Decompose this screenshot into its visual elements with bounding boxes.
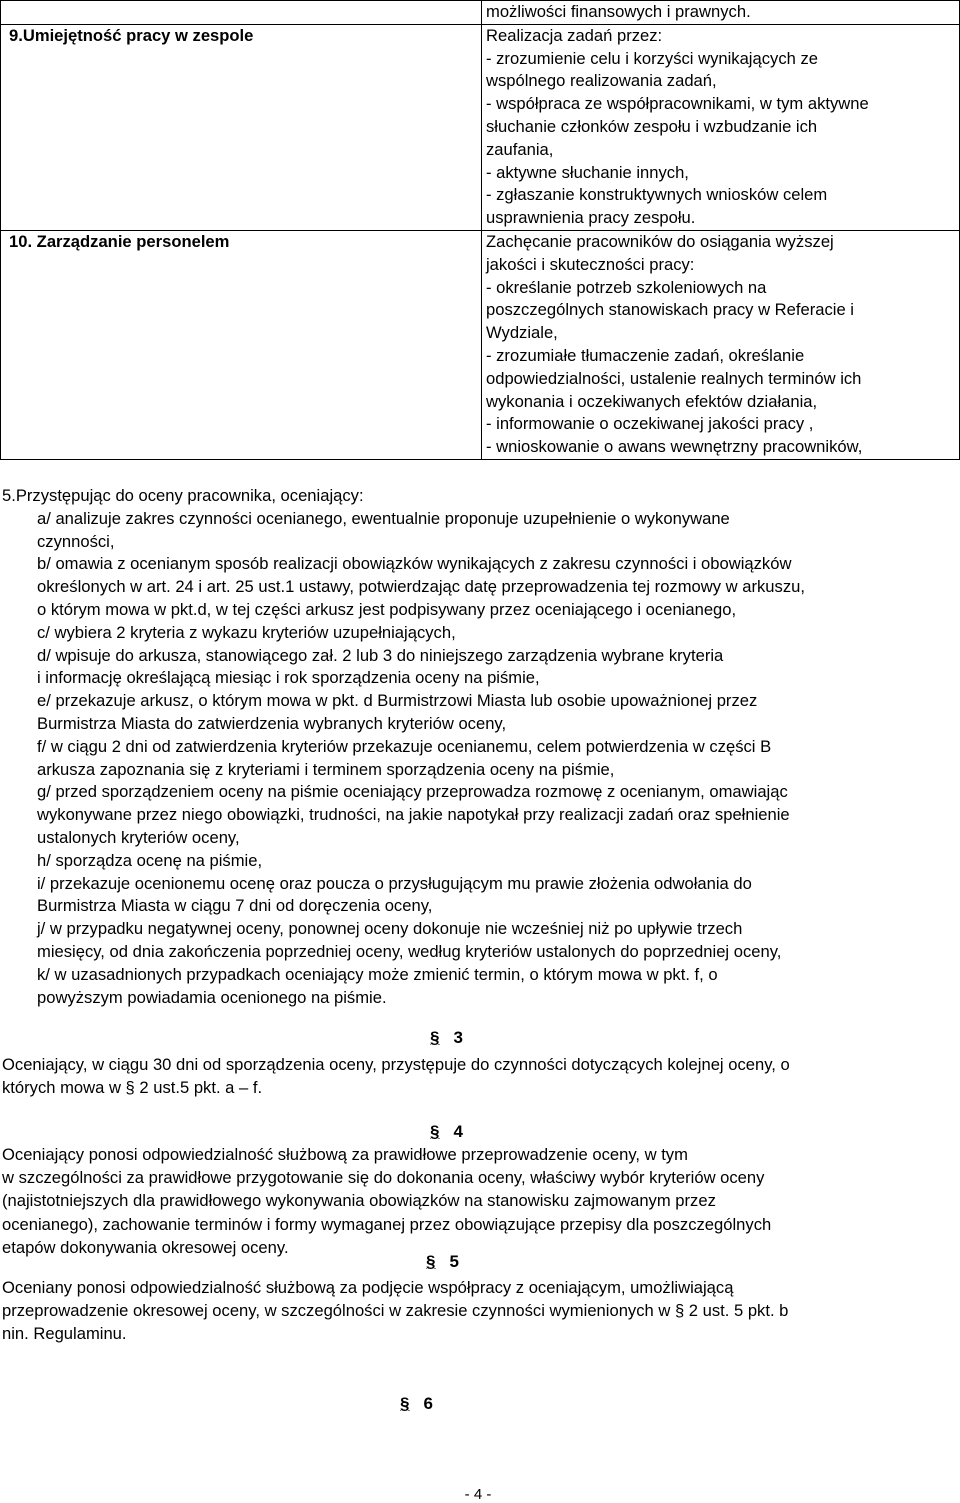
list-line: d/ wpisuje do arkusza, stanowiącego zał. 2 lub 3 do niniejszego zarządzenia wybrane kryteria bbox=[37, 645, 724, 665]
section-heading: 5.Przystępując do oceny pracownika, oceniający: bbox=[2, 486, 364, 505]
description-line: jakości i skuteczności pracy: bbox=[486, 254, 695, 274]
paragraph-line: w szczególności za prawidłowe przygotowanie się do dokonania oceny, właściwy wybór kryteriów oceny bbox=[2, 1168, 765, 1188]
paragraph-line: etapów dokonywania okresowej oceny. bbox=[2, 1237, 289, 1257]
list-line: o którym mowa w pkt.d, w tej części arkusz jest podpisywany przez oceniającego i ocenianego, bbox=[37, 599, 737, 619]
description-line: usprawnienia pracy zespołu. bbox=[486, 208, 696, 228]
paragraph-5-heading bbox=[426, 1252, 459, 1272]
list-line: określonych w art. 24 i art. 25 ust.1 ustawy, potwierdzając datę przeprowadzenia tej rozmowy w arkuszu, bbox=[37, 577, 805, 597]
paragraph-line: Oceniający ponosi odpowiedzialność służbową za prawidłowe przeprowadzenie oceny, w tym bbox=[2, 1145, 688, 1164]
paragraph-line: Oceniany ponosi odpowiedzialność służbową za podjęcie współpracy z oceniającym, umożliwiającą bbox=[2, 1278, 734, 1297]
criteria-table bbox=[0, 0, 960, 460]
description-line: - zrozumiałe tłumaczenie zadań, określanie bbox=[486, 345, 805, 365]
list-line: miesięcy, od dnia zakończenia poprzedniej oceny, według kryteriów ustalonych do poprzedniej oceny, bbox=[37, 941, 782, 961]
list-line: i/ przekazuje ocenionemu ocenę oraz poucza o przysługującym mu prawie złożenia odwołania do bbox=[37, 873, 752, 893]
description-line: Realizacja zadań przez: bbox=[486, 25, 663, 45]
list-line: e/ przekazuje arkusz, o którym mowa w pkt. d Burmistrzowi Miasta lub osobie upoważnionej przez bbox=[37, 691, 758, 711]
section-sign: § bbox=[430, 1028, 440, 1047]
table-cell-continuation bbox=[482, 1, 960, 25]
section-5 bbox=[0, 485, 956, 1009]
list-line: arkusza zapoznania się z kryteriami i terminem sporządzenia oceny na piśmie, bbox=[37, 759, 615, 779]
description-line: - aktywne słuchanie innych, bbox=[486, 162, 689, 182]
description-line: słuchanie członków zespołu i wzbudzanie ich bbox=[486, 116, 818, 136]
paragraph-3-heading bbox=[430, 1028, 463, 1048]
list-line: wykonywane przez niego obowiązki, trudności, na jakie napotykał przy realizacji zadań oraz spełnienie bbox=[37, 805, 790, 825]
description-line: wykonania i oczekiwanych efektów działania, bbox=[486, 391, 818, 411]
description-line: - zgłaszanie konstruktywnych wniosków celem bbox=[486, 185, 828, 205]
description-line: - informowanie o oczekiwanej jakości pracy , bbox=[486, 414, 814, 434]
criterion-name: 10. Zarządzanie personelem bbox=[9, 231, 230, 251]
description-line: Zachęcanie pracowników do osiągania wyższej bbox=[486, 231, 834, 251]
paragraph-6-heading bbox=[400, 1394, 433, 1414]
list-line: powyższym powiadamia ocenionego na piśmie. bbox=[37, 987, 387, 1007]
paragraph-line: ocenianego), zachowanie terminów i formy wymaganej przez obowiązujące przepisy dla poszczególnych bbox=[2, 1214, 772, 1234]
table-row bbox=[1, 24, 960, 230]
criterion-cell bbox=[1, 230, 482, 459]
description-line: odpowiedzialności, ustalenie realnych terminów ich bbox=[486, 368, 862, 388]
list-line: a/ analizuje zakres czynności ocenianego, ewentualnie proponuje uzupełnienie o wykonywane bbox=[37, 508, 730, 528]
paragraph-line: nin. Regulaminu. bbox=[2, 1324, 127, 1344]
table-cell-empty bbox=[1, 1, 482, 25]
paragraph-number: 4 bbox=[453, 1122, 463, 1141]
paragraph-number: 3 bbox=[453, 1028, 463, 1047]
list-line: Burmistrza Miasta do zatwierdzenia wybranych kryteriów oceny, bbox=[37, 713, 507, 733]
paragraph-line: których mowa w § 2 ust.5 pkt. a – f. bbox=[2, 1078, 263, 1098]
paragraph-5-text bbox=[2, 1276, 955, 1346]
description-line: - zrozumienie celu i korzyści wynikających ze bbox=[486, 48, 818, 68]
paragraph-line: Oceniający, w ciągu 30 dni od sporządzenia oceny, przystępuje do czynności dotyczących kolejnej oceny, o bbox=[2, 1055, 790, 1074]
list-line: b/ omawia z ocenianym sposób realizacji obowiązków wynikających z zakresu czynności i obowiązków bbox=[37, 554, 792, 574]
criterion-cell bbox=[1, 24, 482, 230]
table-row bbox=[1, 230, 960, 459]
list-line: f/ w ciągu 2 dni od zatwierdzenia kryteriów przekazuje ocenianemu, celem potwierdzenia w części B bbox=[37, 736, 772, 756]
description-line: - określanie potrzeb szkoleniowych na bbox=[486, 277, 767, 297]
paragraph-4-heading bbox=[430, 1122, 463, 1142]
description-line: poszczególnych stanowiskach pracy w Referacie i bbox=[486, 300, 854, 320]
section-5-list bbox=[0, 508, 956, 1010]
list-line: czynności, bbox=[37, 531, 115, 551]
description-cell bbox=[482, 230, 960, 459]
list-line: k/ w uzasadnionych przypadkach oceniający może zmienić termin, o którym mowa w pkt. f, o bbox=[37, 964, 718, 984]
paragraph-line: przeprowadzenie okresowej oceny, w szczególności w zakresie czynności wymienionych w § 2 ust. 5 pkt. b bbox=[2, 1301, 789, 1321]
list-line: i informację określającą miesiąc i rok sporządzenia oceny na piśmie, bbox=[37, 668, 540, 688]
criterion-name: 9.Umiejętność pracy w zespole bbox=[9, 25, 254, 45]
list-line: ustalonych kryteriów oceny, bbox=[37, 827, 240, 847]
description-line: - współpraca ze współpracownikami, w tym aktywne bbox=[486, 94, 869, 114]
page-number: - 4 - bbox=[464, 1486, 492, 1503]
section-sign: § bbox=[426, 1252, 436, 1271]
section-sign: § bbox=[400, 1394, 410, 1413]
list-line: j/ w przypadku negatywnej oceny, ponownej oceny dokonuje nie wcześniej niż po upływie trzech bbox=[37, 919, 743, 939]
list-line: g/ przed sporządzeniem oceny na piśmie oceniający przeprowadza rozmowę z ocenianym, omawiając bbox=[37, 782, 788, 802]
list-line: h/ sporządza ocenę na piśmie, bbox=[37, 850, 263, 870]
description-cell bbox=[482, 24, 960, 230]
paragraph-number: 5 bbox=[449, 1252, 459, 1271]
table-row-top bbox=[1, 1, 960, 25]
section-sign: § bbox=[430, 1122, 440, 1141]
description-line: zaufania, bbox=[486, 139, 554, 159]
list-line: Burmistrza Miasta w ciągu 7 dni od doręczenia oceny, bbox=[37, 896, 433, 916]
description-line: - wnioskowanie o awans wewnętrzny pracowników, bbox=[486, 437, 863, 457]
description-line: wspólnego realizowania zadań, bbox=[486, 71, 717, 91]
paragraph-4-text bbox=[2, 1143, 955, 1259]
paragraph-line: (najistotniejszych dla prawidłowego wykonywania obowiązków na stanowisku zajmowanym przez bbox=[2, 1191, 716, 1211]
continuation-text: możliwości finansowych i prawnych. bbox=[486, 2, 751, 21]
list-line: c/ wybiera 2 kryteria z wykazu kryteriów uzupełniających, bbox=[37, 622, 456, 642]
paragraph-number: 6 bbox=[423, 1394, 433, 1413]
paragraph-3-text bbox=[2, 1053, 955, 1099]
description-line: Wydziale, bbox=[486, 323, 558, 343]
